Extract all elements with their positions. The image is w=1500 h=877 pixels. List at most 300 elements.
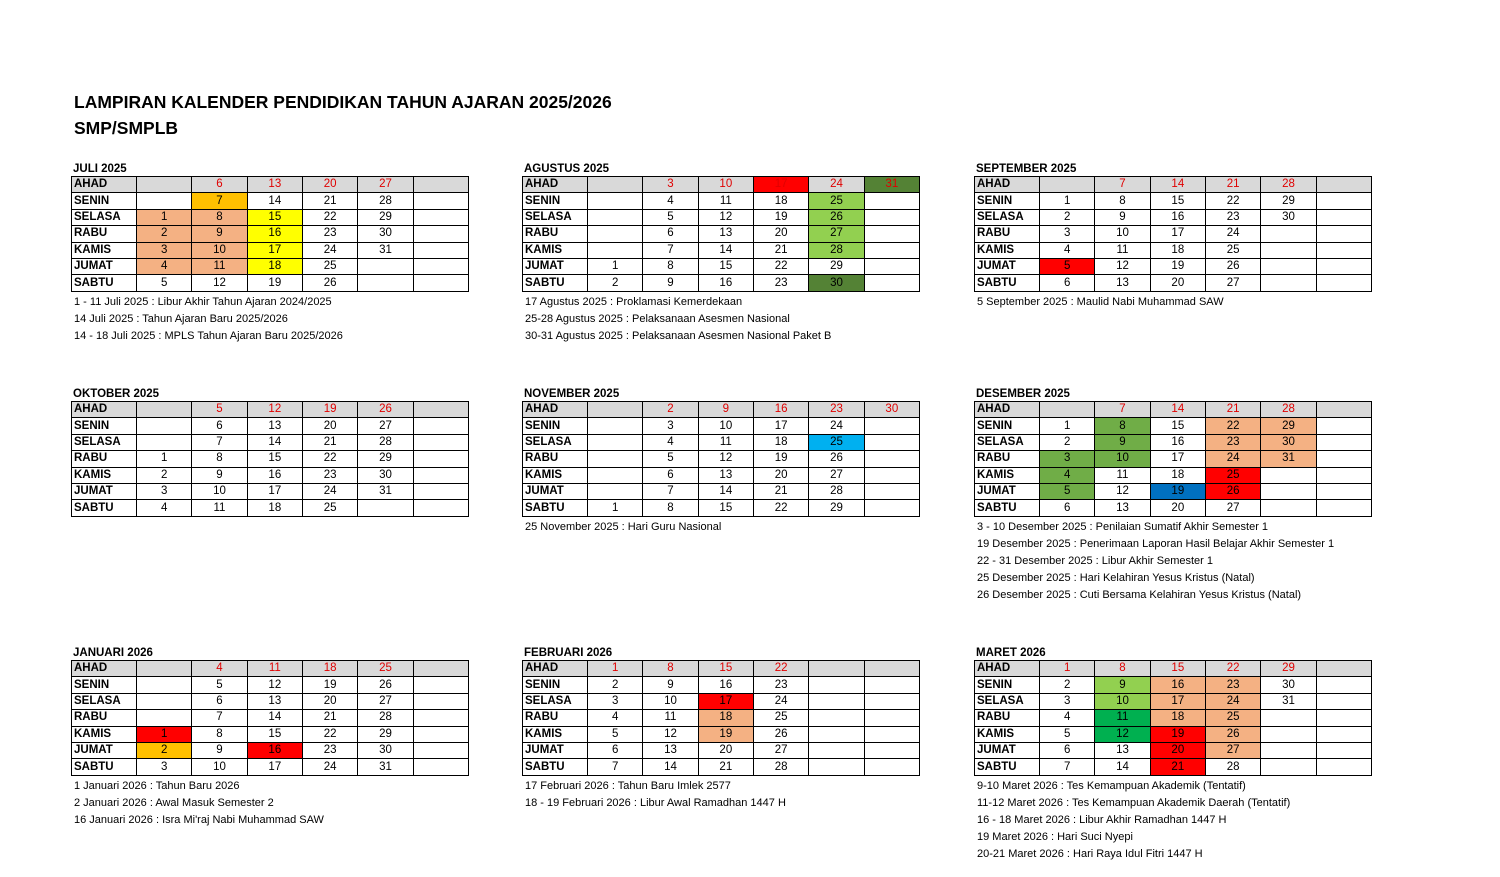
date-cell: 9 [1095,434,1150,450]
date-cell [358,500,413,516]
week-row [975,193,1372,209]
date-cell: 1 [137,451,192,467]
date-cell: 11 [643,710,698,726]
week-row [975,242,1372,258]
date-cell: 24 [1205,226,1260,242]
date-cell: 29 [1261,661,1316,677]
date-cell: 16 [753,402,808,418]
date-cell: 17 [1150,226,1205,242]
date-cell: 12 [247,677,302,693]
date-cell: 25 [302,500,357,516]
date-cell: 23 [1205,677,1260,693]
day-label: JUMAT [72,483,137,499]
date-cell: 27 [1205,275,1260,291]
date-cell: 1 [1040,193,1095,209]
week-row [975,258,1372,274]
date-cell: 6 [192,693,247,709]
date-cell [413,242,468,258]
date-cell: 23 [302,226,357,242]
date-cell: 17 [698,693,753,709]
week-row [72,759,469,775]
date-cell [413,209,468,225]
date-cell: 17 [247,483,302,499]
date-cell: 3 [137,759,192,775]
date-cell: 10 [1095,693,1150,709]
date-cell [809,759,864,775]
date-cell: 28 [809,242,864,258]
month-notes [974,294,1374,311]
date-cell [1316,661,1371,677]
date-cell: 22 [302,209,357,225]
date-cell: 7 [643,242,698,258]
date-cell: 15 [247,726,302,742]
date-cell: 11 [1095,242,1150,258]
date-cell: 13 [247,418,302,434]
note-item: 22 - 31 Desember 2025 : Libur Akhir Semester 1 [977,555,1214,568]
date-cell: 23 [1205,434,1260,450]
date-cell [588,242,643,258]
week-row [975,177,1372,193]
date-cell [137,661,192,677]
day-label: SABTU [72,759,137,775]
date-cell: 20 [753,467,808,483]
date-cell: 22 [302,451,357,467]
date-cell [413,500,468,516]
date-cell: 1 [1040,661,1095,677]
date-cell: 2 [643,402,698,418]
date-cell: 25 [1205,710,1260,726]
week-row [975,275,1372,291]
date-cell [413,177,468,193]
date-cell: 2 [137,226,192,242]
week-row [523,710,920,726]
day-label: SENIN [72,677,137,693]
date-cell [1261,242,1316,258]
date-cell: 26 [809,451,864,467]
date-cell: 17 [753,177,808,193]
date-cell: 4 [137,500,192,516]
note-item: 20-21 Maret 2026 : Hari Raya Idul Fitri 1447 H [977,848,1203,861]
date-cell: 7 [1095,402,1150,418]
date-cell: 21 [302,434,357,450]
day-label: RABU [523,710,588,726]
date-cell: 22 [753,661,808,677]
date-cell: 2 [1040,677,1095,693]
date-cell [1261,483,1316,499]
date-cell: 10 [643,693,698,709]
date-cell: 4 [1040,242,1095,258]
date-cell [588,451,643,467]
date-cell [864,418,919,434]
date-cell [1316,677,1371,693]
date-cell: 26 [302,275,357,291]
date-cell: 30 [1261,434,1316,450]
date-cell: 1 [137,209,192,225]
date-cell: 13 [247,177,302,193]
date-cell [809,693,864,709]
day-label: JUMAT [523,742,588,758]
week-row [72,467,469,483]
date-cell: 10 [192,483,247,499]
week-row [975,483,1372,499]
month-table [974,660,1372,776]
note-item: 9-10 Maret 2026 : Tes Kemampuan Akademik (Tentatif) [977,779,1246,792]
week-row [975,726,1372,742]
date-cell: 30 [864,402,919,418]
day-label: AHAD [975,661,1040,677]
week-row [72,226,469,242]
date-cell [864,500,919,516]
date-cell: 13 [698,467,753,483]
day-label: SENIN [72,193,137,209]
date-cell: 25 [1205,242,1260,258]
day-label: RABU [72,226,137,242]
month-name: JULI 2025 [73,163,127,175]
day-label: JUMAT [523,258,588,274]
date-cell: 17 [1150,693,1205,709]
date-cell: 8 [192,451,247,467]
date-cell [358,258,413,274]
day-label: SABTU [523,759,588,775]
date-cell: 13 [1095,742,1150,758]
date-cell: 18 [247,500,302,516]
date-cell: 28 [358,193,413,209]
month-table [522,660,920,776]
date-cell [413,418,468,434]
month-block [522,162,922,345]
week-row [523,418,920,434]
day-label: SABTU [975,759,1040,775]
date-cell: 12 [1095,258,1150,274]
week-row [72,710,469,726]
month-block [71,162,471,345]
date-cell [137,177,192,193]
date-cell: 5 [192,402,247,418]
date-cell: 23 [753,677,808,693]
date-cell: 29 [1261,193,1316,209]
day-label: SELASA [72,693,137,709]
month-name: AGUSTUS 2025 [524,163,610,175]
date-cell [864,677,919,693]
note-item: 14 Juli 2025 : Tahun Ajaran Baru 2025/2026 [74,312,288,325]
date-cell: 5 [643,209,698,225]
date-cell [1316,177,1371,193]
week-row [523,661,920,677]
date-cell: 7 [588,759,643,775]
date-cell: 19 [247,275,302,291]
week-row [523,483,920,499]
date-cell: 6 [1040,500,1095,516]
date-cell: 14 [1095,759,1150,775]
date-cell: 11 [698,434,753,450]
month-block [71,387,471,519]
date-cell: 3 [1040,451,1095,467]
date-cell [1040,177,1095,193]
day-label: SABTU [72,500,137,516]
date-cell [137,677,192,693]
date-cell: 31 [864,177,919,193]
date-cell: 26 [358,677,413,693]
week-row [72,742,469,758]
date-cell [1316,467,1371,483]
day-label: RABU [72,451,137,467]
date-cell [864,242,919,258]
date-cell: 18 [247,258,302,274]
date-cell [588,177,643,193]
date-cell: 24 [302,242,357,258]
date-cell: 14 [247,193,302,209]
date-cell: 21 [1205,402,1260,418]
date-cell: 1 [588,661,643,677]
date-cell: 28 [358,434,413,450]
date-cell: 1 [588,500,643,516]
date-cell [588,483,643,499]
day-label: AHAD [975,177,1040,193]
month-name: FEBRUARI 2026 [524,647,613,659]
date-cell: 19 [1150,258,1205,274]
day-label: SENIN [975,677,1040,693]
date-cell: 3 [137,483,192,499]
month-notes [522,778,922,812]
date-cell: 8 [1095,193,1150,209]
date-cell [137,434,192,450]
date-cell: 15 [698,661,753,677]
date-cell [809,677,864,693]
date-cell: 7 [1095,177,1150,193]
month-block [974,162,1374,311]
day-label: AHAD [523,177,588,193]
date-cell: 14 [698,483,753,499]
note-item: 19 Desember 2025 : Penerimaan Laporan Hasil Belajar Akhir Semester 1 [977,537,1335,550]
note-item: 3 - 10 Desember 2025 : Penilaian Sumatif Akhir Semester 1 [977,520,1269,533]
week-row [975,434,1372,450]
month-name: DESEMBER 2025 [976,388,1070,400]
week-row [975,500,1372,516]
date-cell: 5 [588,726,643,742]
week-row [72,418,469,434]
week-row [72,242,469,258]
note-item: 25 Desember 2025 : Hari Kelahiran Yesus Kristus (Natal) [977,572,1255,585]
date-cell: 27 [358,177,413,193]
date-cell: 15 [1150,418,1205,434]
date-cell [137,193,192,209]
date-cell [1316,226,1371,242]
date-cell: 30 [1261,677,1316,693]
day-label: SENIN [975,193,1040,209]
date-cell: 2 [588,275,643,291]
week-row [72,726,469,742]
date-cell: 9 [1095,209,1150,225]
date-cell: 4 [137,258,192,274]
date-cell: 22 [1205,661,1260,677]
date-cell [1316,483,1371,499]
date-cell: 29 [358,209,413,225]
date-cell: 9 [192,467,247,483]
week-row [975,710,1372,726]
date-cell: 9 [192,742,247,758]
date-cell: 3 [1040,693,1095,709]
date-cell: 2 [1040,434,1095,450]
date-cell [864,483,919,499]
date-cell: 29 [358,726,413,742]
date-cell [588,193,643,209]
date-cell: 2 [137,467,192,483]
day-label: RABU [975,226,1040,242]
day-label: RABU [72,710,137,726]
date-cell [1261,275,1316,291]
month-name: SEPTEMBER 2025 [976,163,1077,175]
date-cell: 9 [643,275,698,291]
date-cell [588,434,643,450]
date-cell: 27 [809,467,864,483]
date-cell: 15 [247,209,302,225]
date-cell [588,226,643,242]
date-cell: 30 [358,742,413,758]
day-label: SELASA [523,209,588,225]
date-cell: 20 [302,418,357,434]
date-cell: 23 [1205,209,1260,225]
day-label: JUMAT [975,742,1040,758]
month-name: JANUARI 2026 [73,647,153,659]
date-cell: 28 [809,483,864,499]
date-cell: 22 [753,500,808,516]
date-cell: 28 [1261,402,1316,418]
date-cell: 24 [809,418,864,434]
note-item: 17 Agustus 2025 : Proklamasi Kemerdekaan [525,295,743,308]
date-cell: 28 [1261,177,1316,193]
date-cell [1316,451,1371,467]
date-cell: 14 [643,759,698,775]
date-cell [1316,193,1371,209]
week-row [523,275,920,291]
date-cell [413,661,468,677]
date-cell [864,434,919,450]
date-cell: 29 [358,451,413,467]
date-cell [864,693,919,709]
week-row [72,275,469,291]
day-label: RABU [523,226,588,242]
date-cell: 2 [137,742,192,758]
date-cell: 18 [753,193,808,209]
day-label: RABU [975,451,1040,467]
date-cell [137,693,192,709]
date-cell [137,418,192,434]
day-label: AHAD [523,402,588,418]
date-cell [864,710,919,726]
date-cell: 12 [1095,726,1150,742]
date-cell [864,726,919,742]
date-cell [137,710,192,726]
note-item: 1 Januari 2026 : Tahun Baru 2026 [74,779,240,792]
date-cell: 7 [192,434,247,450]
date-cell: 11 [247,661,302,677]
date-cell [1316,209,1371,225]
month-table [71,176,469,292]
day-label: KAMIS [975,726,1040,742]
date-cell: 10 [1095,451,1150,467]
day-label: KAMIS [72,467,137,483]
month-notes [522,519,922,536]
date-cell: 23 [753,275,808,291]
date-cell: 31 [358,242,413,258]
date-cell: 10 [698,418,753,434]
date-cell: 22 [1205,418,1260,434]
day-label: KAMIS [975,467,1040,483]
month-notes [71,294,471,346]
date-cell: 1 [1040,418,1095,434]
date-cell [413,710,468,726]
date-cell: 5 [192,677,247,693]
date-cell [413,742,468,758]
week-row [523,759,920,775]
date-cell: 18 [698,710,753,726]
month-block [974,646,1374,864]
date-cell: 3 [137,242,192,258]
date-cell [1316,275,1371,291]
month-notes [974,519,1374,605]
date-cell: 14 [247,434,302,450]
date-cell: 5 [643,451,698,467]
date-cell [1040,402,1095,418]
date-cell: 30 [1261,209,1316,225]
date-cell [588,402,643,418]
date-cell [413,759,468,775]
note-item: 18 - 19 Februari 2026 : Libur Awal Ramadhan 1447 H [525,796,786,809]
date-cell: 15 [698,500,753,516]
date-cell [1261,467,1316,483]
date-cell: 14 [698,242,753,258]
date-cell: 26 [809,209,864,225]
date-cell [358,275,413,291]
day-label: SENIN [975,418,1040,434]
date-cell: 8 [643,500,698,516]
date-cell: 21 [302,193,357,209]
date-cell: 16 [698,275,753,291]
week-row [975,742,1372,758]
month-notes [71,778,471,830]
date-cell: 2 [588,677,643,693]
date-cell: 15 [1150,661,1205,677]
date-cell: 24 [809,177,864,193]
month-block [71,646,471,829]
date-cell: 19 [753,451,808,467]
week-row [523,193,920,209]
date-cell: 16 [1150,677,1205,693]
date-cell [1261,726,1316,742]
week-row [523,467,920,483]
date-cell [1316,418,1371,434]
date-cell: 5 [137,275,192,291]
date-cell: 8 [643,661,698,677]
date-cell [413,275,468,291]
date-cell: 19 [1150,483,1205,499]
date-cell: 15 [1150,193,1205,209]
date-cell: 22 [1205,193,1260,209]
date-cell [413,677,468,693]
date-cell [864,258,919,274]
date-cell: 17 [1150,451,1205,467]
date-cell [1316,258,1371,274]
date-cell: 25 [358,661,413,677]
day-label: JUMAT [72,258,137,274]
date-cell [413,258,468,274]
date-cell [413,693,468,709]
day-label: SELASA [523,693,588,709]
week-row [975,402,1372,418]
date-cell: 16 [247,742,302,758]
date-cell: 28 [753,759,808,775]
day-label: KAMIS [523,467,588,483]
